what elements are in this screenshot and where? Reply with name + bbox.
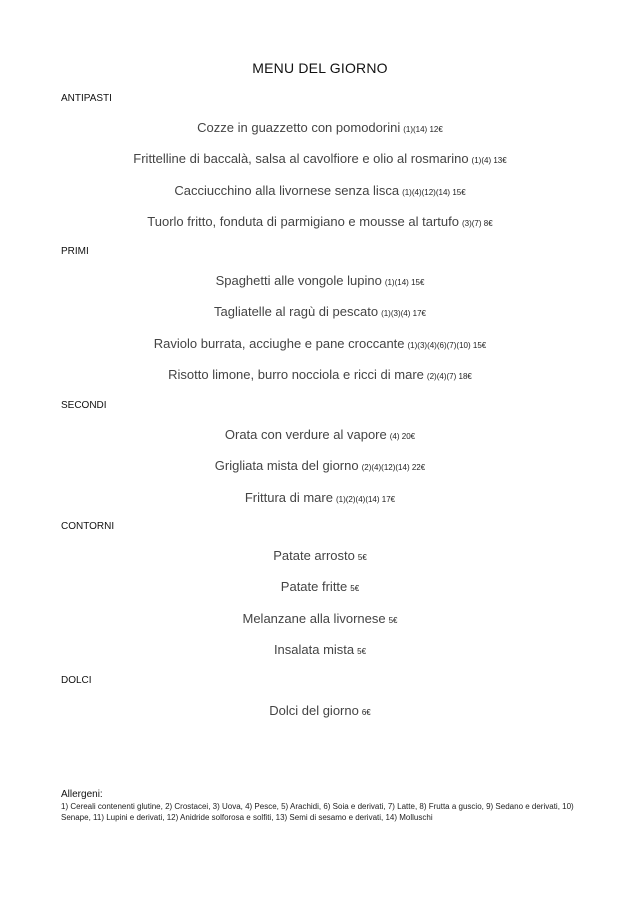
dish-name: Grigliata mista del giorno <box>214 458 359 473</box>
dish-price: 6€ <box>361 708 371 717</box>
dish-price: 15€ <box>452 188 466 197</box>
dish-price: 5€ <box>357 647 367 656</box>
dish-name: Cozze in guazzetto con pomodorini <box>197 120 401 135</box>
dish-item <box>0 703 640 718</box>
dish-item <box>0 120 640 135</box>
dish-price: 17€ <box>412 309 426 318</box>
dish-item <box>0 304 640 319</box>
dish-name: Cacciucchino alla livornese senza lisca <box>174 183 400 198</box>
dish-name: Spaghetti alle vongole lupino <box>215 273 382 288</box>
dish-item <box>0 642 640 657</box>
section-antipasti: ANTIPASTI <box>61 93 112 104</box>
dish-item <box>0 490 640 505</box>
dish-name: Raviolo burrata, acciughe e pane croccante <box>153 336 405 351</box>
allergens-title: Allergeni: <box>61 789 103 800</box>
dish-item <box>0 579 640 594</box>
section-contorni: CONTORNI <box>61 521 115 532</box>
dish-allergens: (1)(14) <box>384 278 409 287</box>
dish-allergens: (2)(4)(7) <box>426 372 457 381</box>
dish-item <box>0 183 640 198</box>
dish-item <box>0 548 640 563</box>
dish-price: 15€ <box>411 278 425 287</box>
dish-allergens: (2)(4)(12)(14) <box>361 463 410 472</box>
dish-allergens: (4) <box>389 432 400 441</box>
dish-allergens: (1)(2)(4)(14) <box>335 495 380 504</box>
dish-item <box>0 151 640 166</box>
dish-allergens: (1)(14) <box>403 125 428 134</box>
dish-item <box>0 427 640 442</box>
dish-item <box>0 336 640 351</box>
dish-price: 12€ <box>429 125 443 134</box>
dish-item <box>0 367 640 382</box>
dish-name: Patate arrosto <box>273 548 355 563</box>
dish-price: 8€ <box>483 219 493 228</box>
dish-name: Tagliatelle al ragù di pescato <box>214 304 379 319</box>
allergens-text: 1) Cereali contenenti glutine, 2) Crostacei, 3) Uova, 4) Pesce, 5) Arachidi, 6) Soia e derivati, 7) Latte, 8) Frutta a guscio, 9) Sedano e derivati, 10) Senape, 11) Lupini e derivati, 12) Anidride solforosa e solfiti, 13) Semi di sesamo e derivati, 14) Molluschi <box>61 802 574 822</box>
dish-price: 15€ <box>472 341 487 350</box>
dish-price: 22€ <box>411 463 426 472</box>
dish-item <box>0 611 640 626</box>
dish-name: Melanzane alla livornese <box>242 611 386 626</box>
dish-allergens: (3)(7) <box>461 219 482 228</box>
dish-name: Dolci del giorno <box>269 703 359 718</box>
dish-allergens: (1)(3)(4) <box>381 309 411 318</box>
dish-price: 20€ <box>401 432 416 441</box>
dish-name: Patate fritte <box>280 579 348 594</box>
dish-allergens: (1)(4)(12)(14) <box>402 188 451 197</box>
dish-name: Insalata mista <box>273 642 355 657</box>
section-secondi: SECONDI <box>61 400 107 411</box>
dish-item <box>0 273 640 288</box>
dish-name: Risotto limone, burro nocciola e ricci di mare <box>168 367 424 382</box>
dish-name: Frittura di mare <box>244 490 333 505</box>
dish-allergens: (1)(3)(4)(6)(7)(10) <box>407 341 471 350</box>
section-primi: PRIMI <box>61 246 89 257</box>
section-dolci: DOLCI <box>61 675 92 686</box>
dish-price: 5€ <box>388 616 398 625</box>
dish-name: Tuorlo fritto, fonduta di parmigiano e mousse al tartufo <box>147 214 459 229</box>
dish-item <box>0 458 640 473</box>
dish-price: 13€ <box>493 156 507 165</box>
dish-name: Orata con verdure al vapore <box>224 427 387 442</box>
dish-price: 17€ <box>381 495 396 504</box>
dish-name: Frittelline di baccalà, salsa al cavolfiore e olio al rosmarino <box>133 151 469 166</box>
dish-price: 18€ <box>458 372 472 381</box>
menu-title: MENU DEL GIORNO <box>252 60 388 76</box>
dish-price: 5€ <box>357 553 367 562</box>
dish-allergens: (1)(4) <box>471 156 492 165</box>
dish-item <box>0 214 640 229</box>
dish-price: 5€ <box>350 584 360 593</box>
